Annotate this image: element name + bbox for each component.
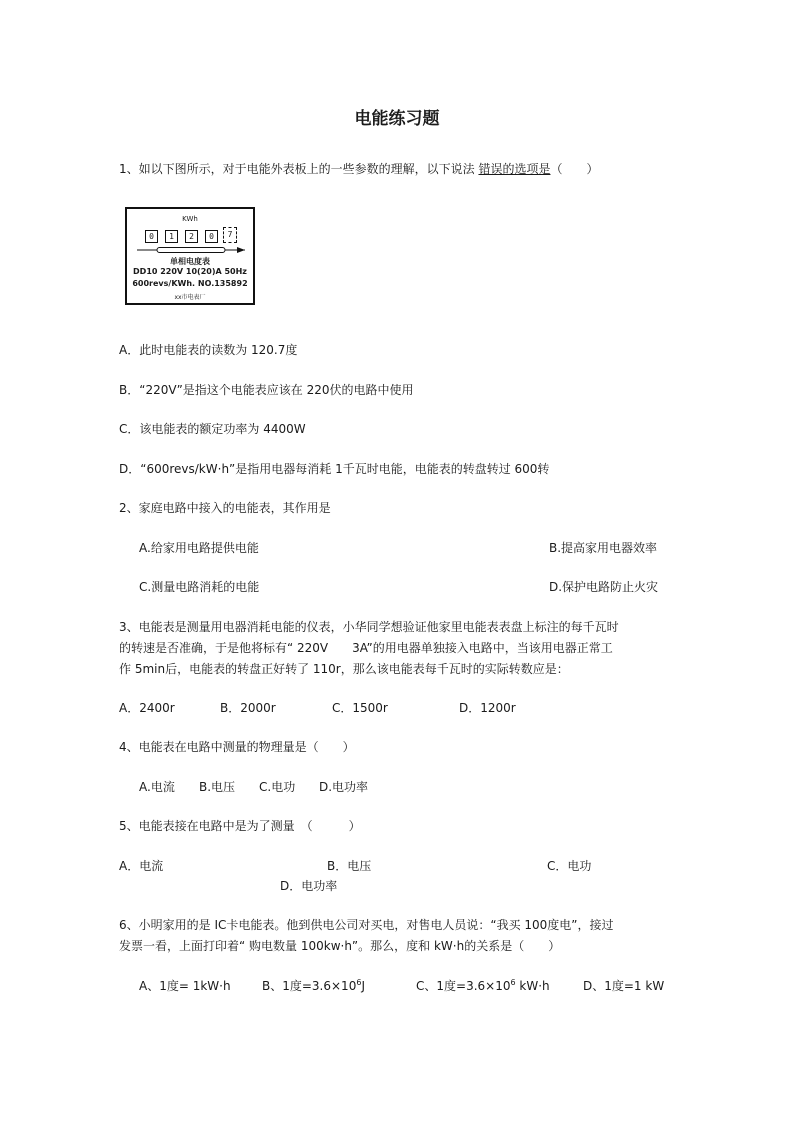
- meter-spec-2: 600revs/KWh. NO.135892: [132, 279, 248, 288]
- q6-option-d: D、1度=1 kW: [583, 979, 665, 993]
- meter-maker: xx市电表厂: [174, 294, 206, 301]
- q5-option-a: A．电流: [119, 859, 164, 873]
- q4-option-d: D.电功率: [319, 780, 369, 794]
- meter-digit: 0: [205, 230, 218, 243]
- meter-digit: 1: [165, 230, 178, 243]
- q6-option-c: [416, 977, 550, 994]
- q2-option-d: D.保护电路防止火灾: [549, 580, 659, 594]
- meter-spec-1: DD10 220V 10(20)A 50Hz: [133, 267, 247, 276]
- q1-stem-pre: 1、如以下图所示，对于电能外表板上的一些参数的理解，以下说法: [119, 162, 479, 176]
- q3-stem-line-1: 3、电能表是测量用电器消耗电能的仪表，小华同学想验证他家里电能表表盘上标注的每千瓦时: [119, 620, 619, 634]
- page-title: 电能练习题: [354, 109, 440, 129]
- q1-option-d: D．“600revs/kW·h”是指用电器每消耗 1千瓦时电能，电能表的转盘转过 600转: [119, 462, 550, 476]
- q1-stem-post: （ ）: [550, 162, 599, 176]
- q3-stem-line-3: 作 5min后，电能表的转盘正好转了 110r，那么该电能表每千瓦时的实际转数应是：: [119, 662, 569, 676]
- q6-option-c-exponent: 6: [510, 978, 516, 987]
- q5-option-d: D．电功率: [280, 879, 338, 893]
- q1-option-b: B．“220V”是指这个电能表应该在 220伏的电路中使用: [119, 383, 414, 397]
- q4-option-c: C.电功: [259, 780, 296, 794]
- meter-digits: [145, 228, 233, 243]
- q6-option-b-text: B、1度=3.6×10: [262, 979, 357, 993]
- meter-digit: 0: [145, 230, 158, 243]
- q2-option-b: B.提高家用电器效率: [549, 541, 658, 555]
- q4-option-b: B.电压: [199, 780, 236, 794]
- q6-option-c-text: C、1度=3.6×10: [416, 979, 511, 993]
- q3-stem-line-2: 的转速是否准确，于是他将标有“ 220V 3A”的用电器单独接入电路中，当该用电器正常工: [119, 641, 613, 655]
- q2-stem: 2、家庭电路中接入的电能表，其作用是: [119, 501, 331, 515]
- electric-meter-figure: [125, 207, 255, 305]
- q2-option-c: C.测量电路消耗的电能: [139, 580, 260, 594]
- q2-option-a: A.给家用电路提供电能: [139, 541, 259, 555]
- meter-dial-icon: [137, 247, 245, 253]
- q3-option-b: B．2000r: [220, 701, 276, 715]
- meter-digit: 2: [185, 230, 198, 243]
- meter-name: 单相电度表: [170, 257, 210, 266]
- q5-stem: 5、电能表接在电路中是为了测量 （ ）: [119, 819, 361, 833]
- q6-option-b-unit: J: [361, 979, 365, 993]
- q5-option-c: C．电功: [547, 859, 592, 873]
- q6-option-b: [262, 977, 365, 994]
- q6-option-c-unit: kW·h: [515, 979, 550, 993]
- q6-stem-line-1: 6、小明家用的是 IC卡电能表。他到供电公司对买电，对售电人员说：“我买 100度电”，接过: [119, 918, 614, 932]
- q6-option-b-exponent: 6: [356, 978, 362, 987]
- q5-option-b: B．电压: [327, 859, 372, 873]
- q4-stem: 4、电能表在电路中测量的物理量是（ ）: [119, 740, 355, 754]
- q1-option-a: A．此时电能表的读数为 120.7度: [119, 343, 298, 357]
- q1-option-c: C．该电能表的额定功率为 4400W: [119, 422, 306, 436]
- q6-stem-line-2: 发票一看，上面打印着“ 购电数量 100kw·h”。那么，度和 kW·h的关系是（ ）: [119, 939, 561, 953]
- q3-option-a: A．2400r: [119, 701, 175, 715]
- q1-stem-emphasis: 错误的选项是: [478, 162, 551, 176]
- q4-option-a: A.电流: [139, 780, 175, 794]
- q6-option-a: A、1度= 1kW·h: [139, 979, 231, 993]
- meter-unit: KWh: [182, 215, 198, 223]
- q3-option-c: C．1500r: [332, 701, 388, 715]
- q1-stem: [119, 160, 598, 177]
- meter-decimal-digit: 7: [223, 227, 237, 243]
- q3-option-d: D．1200r: [459, 701, 516, 715]
